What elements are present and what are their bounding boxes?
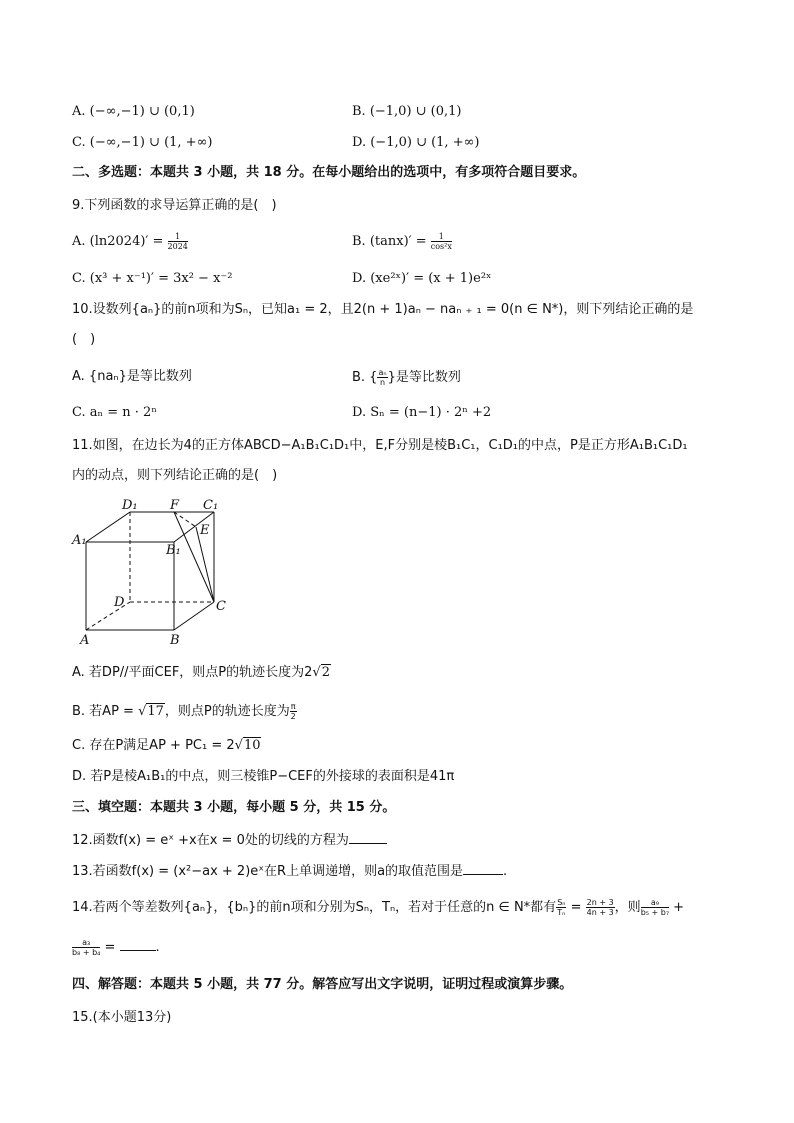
q14: 14.若两个等差数列{aₙ}，{bₙ}的前n项和分别为Sₙ，Tₙ，若对于任意的n ∈ N*都有 $\frac{\text{Sₙ}}{\text{Tₙ}}$ = $\frac{2n + 3}{4n + 3}$ ，则 $\frac{\text{a₉}}{\text{b₅ + b₇}}$ + xyxy=(72,898,685,917)
q8-option-b: B. (−1,0) ∪ (0,1) xyxy=(352,104,462,119)
label-a1: A₁ xyxy=(72,533,87,548)
q10-option-a: A. {naₙ}是等比数列 xyxy=(72,369,192,384)
q10-option-d: D. Sₙ = (n−1) · 2ⁿ +2 xyxy=(352,405,492,420)
q11-option-c: C. 存在P满足AP + PC₁ = 2√10 xyxy=(72,738,261,753)
q14-answer-blank[interactable] xyxy=(120,938,156,951)
q9-option-b: B. (tanx)′ = $\frac{1}{\text{cos²x}}$ xyxy=(352,232,452,251)
q11-option-d: D. 若P是棱A₁B₁的中点，则三棱锥P−CEF的外接球的表面积是41π xyxy=(72,769,455,784)
q10-option-b: B. { $\frac{\text{aₙ}}{n}$ }是等比数列 xyxy=(352,368,461,387)
edge-b-c xyxy=(174,602,214,630)
q12-answer-blank[interactable] xyxy=(349,831,387,844)
q9-stem: 9.下列函数的求导运算正确的是( ) xyxy=(72,198,277,213)
q8-option-a: A. (−∞,−1) ∪ (0,1) xyxy=(72,104,195,119)
label-f: F xyxy=(170,498,180,513)
q11-option-b: B. 若AP = √17，则点P的轨迹长度为 $\frac{\pi}{2}$ xyxy=(72,702,296,721)
label-c1: C₁ xyxy=(203,498,219,513)
q12: 12.函数f(x) = eˣ +x在x = 0处的切线的方程为 xyxy=(72,831,387,850)
q14-cont: $\frac{\text{a₃}}{\text{b₈ + b₄}}$ = . xyxy=(72,938,160,957)
q9-option-a: A. (ln2024)′ = $\frac{1}{2024}$ xyxy=(72,232,188,251)
q11-option-a: A. 若DP//平面CEF，则点P的轨迹长度为2√2 xyxy=(72,665,330,680)
label-a: A xyxy=(80,633,90,648)
q10-stem-cont: ( ) xyxy=(72,332,96,347)
section-3-heading: 三、填空题：本题共 3 小题，每小题 5 分，共 15 分。 xyxy=(72,800,396,815)
label-d: D xyxy=(114,595,125,610)
q13-answer-blank[interactable] xyxy=(463,862,503,875)
label-c: C xyxy=(216,599,226,614)
q9-option-c: C. (x³ + x⁻¹)′ = 3x² − x⁻² xyxy=(72,271,233,286)
q8-option-d: D. (−1,0) ∪ (1, +∞) xyxy=(352,135,480,150)
q13: 13.若函数f(x) = (x²−ax + 2)eˣ在R上单调递增，则a的取值范围是 . xyxy=(72,864,508,879)
q9-option-d: D. (xe²ˣ)′ = (x + 1)e²ˣ xyxy=(352,271,492,286)
q10-option-c: C. aₙ = n · 2ⁿ xyxy=(72,405,157,420)
q10-stem: 10.设数列{aₙ}的前n项和为Sₙ，已知a₁ = 2，且2(n + 1)aₙ − naₙ ₊ ₁ = 0(n ∈ N*)，则下列结论正确的是 xyxy=(72,302,694,317)
section-4-heading: 四、解答题：本题共 5 小题，共 77 分。解答应写出文字说明，证明过程或演算步骤。 xyxy=(72,977,573,992)
section-2-heading: 二、多选题：本题共 3 小题，共 18 分。在每小题给出的选项中，有多项符合题目要求。 xyxy=(72,165,586,180)
label-e: E xyxy=(200,523,210,538)
line-c-e xyxy=(196,527,214,602)
label-b1: B₁ xyxy=(166,543,181,558)
label-b: B xyxy=(170,633,180,648)
q11-stem-cont: 内的动点，则下列结论正确的是( ) xyxy=(72,468,278,483)
label-d1: D₁ xyxy=(122,498,138,513)
edge-a1-d1 xyxy=(86,512,130,542)
q8-option-c: C. (−∞,−1) ∪ (1, +∞) xyxy=(72,135,213,150)
q11-stem: 11.如图，在边长为4的正方体ABCD−A₁B₁C₁D₁中，E,F分别是棱B₁C₁，C₁D₁的中点，P是正方形A₁B₁C₁D₁ xyxy=(72,438,688,453)
cube-figure xyxy=(70,498,250,648)
q15-heading: 15.(本小题13分) xyxy=(72,1010,172,1025)
